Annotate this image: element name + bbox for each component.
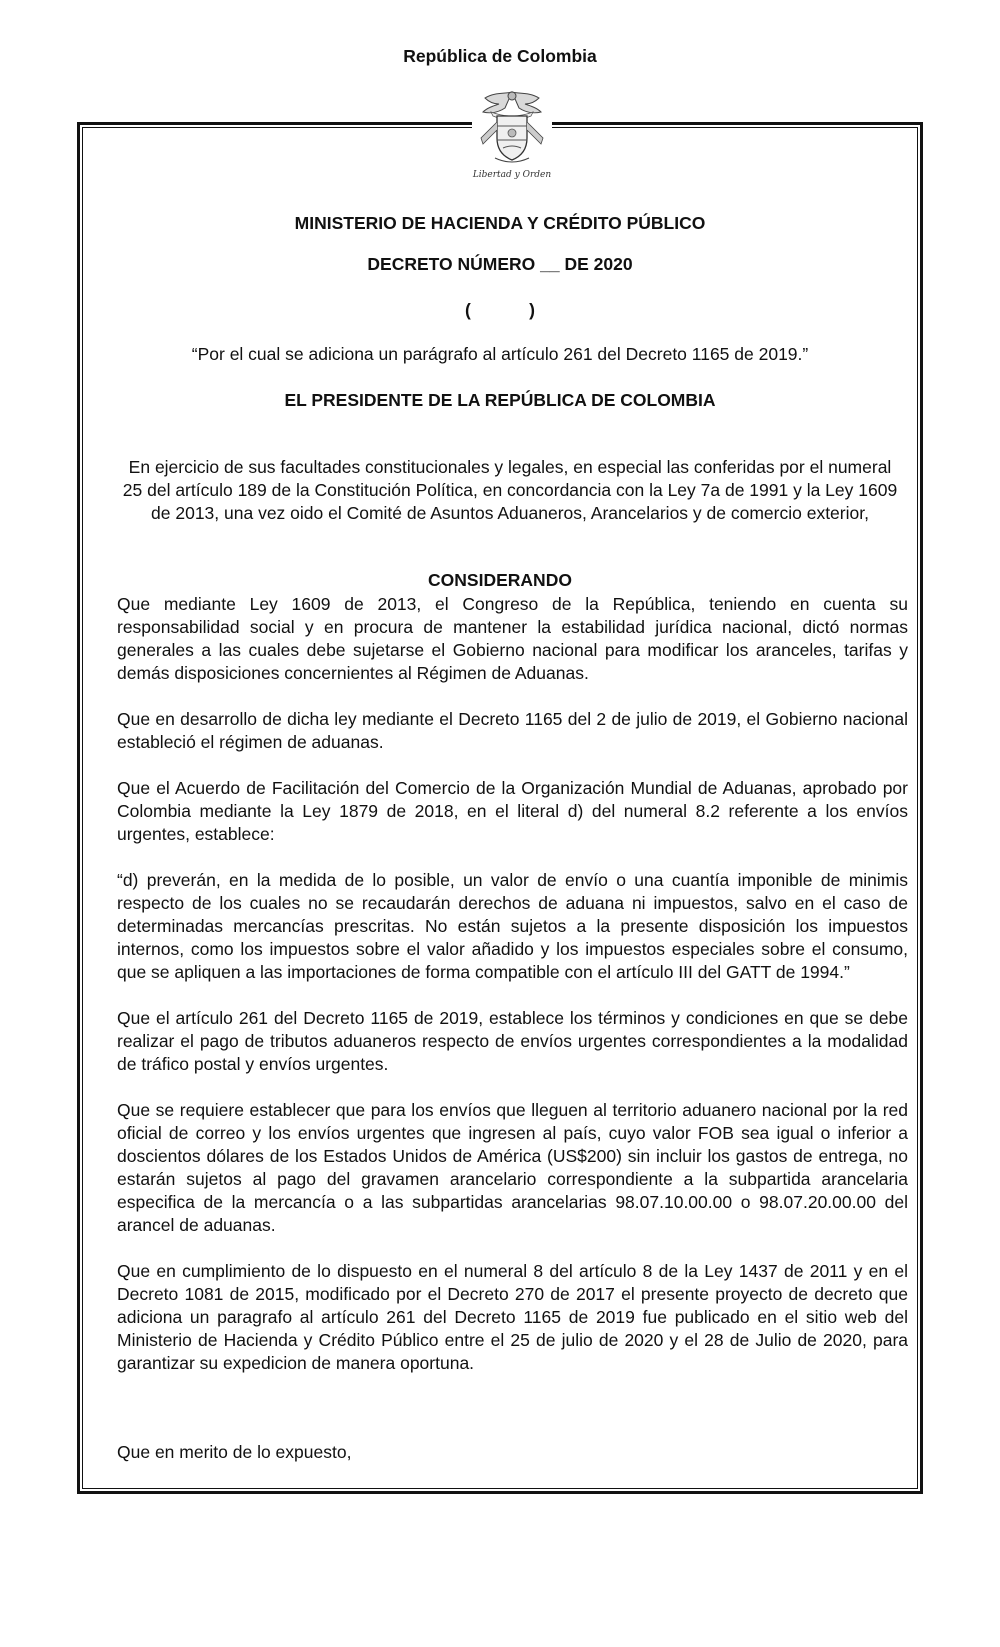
consideration-paragraph: Que en desarrollo de dicha ley mediante el Decreto 1165 del 2 de julio de 2019, el Gobierno nacional estableció el régimen de aduanas. bbox=[117, 709, 908, 752]
consideration-paragraph: Que se requiere establecer que para los envíos que lleguen al territorio aduanero nacional por la red oficial de correo y los envíos urgentes que ingresen al país, cuyo valor FOB sea igual o inferior a doscientos dólares de los Estados Unidos de América (US$200) sin incluir los gastos de entrega, no estarán sujetos al pago del gravamen arancelario correspondiente a la subpartida arancelaria especifica de la mercancía o a las subpartidas arancelarias 98.07.10.00.00 o 98.07.20.00.00 del arancel de aduanas. bbox=[117, 1100, 908, 1235]
considerations-body bbox=[117, 593, 908, 1398]
coat-of-arms-icon bbox=[473, 86, 551, 172]
decree-number: DECRETO NÚMERO __ DE 2020 bbox=[367, 254, 633, 274]
consideration-paragraph: Que el artículo 261 del Decreto 1165 de 2019, establece los términos y condiciones en que se debe realizar el pago de tributos aduaneros respecto de envíos urgentes correspondientes a la modalidad de tráfico postal y envíos urgentes. bbox=[117, 1008, 908, 1074]
coat-of-arms-seal bbox=[472, 86, 552, 190]
consideration-paragraph: Que en cumplimiento de lo dispuesto en el numeral 8 del artículo 8 de la Ley 1437 de 2011 y en el Decreto 1081 de 2015, modificado por el Decreto 270 de 2017 el presente proyecto de decreto que adiciona un paragrafo al artículo 261 del Decreto 1165 de 2019 fue publicado en el sitio web del Ministerio de Hacienda y Crédito Público entre el 25 de julio de 2020 y el 28 de Julio de 2020, para garantizar su expedicion de manera oportuna. bbox=[117, 1261, 908, 1373]
consideration-paragraph: “d) preverán, en la medida de lo posible, un valor de envío o una cuantía imponible de minimis respecto de los cuales no se recaudarán derechos de aduana ni impuestos, salvo en el caso de determinadas mercancías prescritas. No están sujetos a la presente disposición los impuestos internos, como los impuestos sobre el valor añadido y los impuestos especiales sobre el consumo, que se apliquen a las importaciones de forma compatible con el artículo III del GATT de 1994.” bbox=[117, 870, 908, 982]
country-header: República de Colombia bbox=[403, 46, 597, 66]
preamble-paragraph: En ejercicio de sus facultades constitucionales y legales, en especial las conferidas por el numeral 25 del artículo 189 de la Constitución Política, en concordancia con la Ley 7a de 1991 y la Ley 1609 de 2013, una vez oido el Comité de Asuntos Aduaneros, Arancelarios y de comercio exterior, bbox=[122, 457, 898, 523]
consideration-paragraph: Que el Acuerdo de Facilitación del Comercio de la Organización Mundial de Aduanas, aprobado por Colombia mediante la Ley 1879 de 2018, en el literal d) del numeral 8.2 referente a los envíos urgentes, establece: bbox=[117, 778, 908, 844]
closing-line: Que en merito de lo expuesto, bbox=[117, 1442, 352, 1462]
issuer-title: EL PRESIDENTE DE LA REPÚBLICA DE COLOMBIA bbox=[284, 390, 716, 410]
considering-heading: CONSIDERANDO bbox=[428, 570, 572, 590]
decree-date-placeholder: ( ) bbox=[465, 300, 535, 320]
decree-subtitle: “Por el cual se adiciona un parágrafo al artículo 261 del Decreto 1165 de 2019.” bbox=[191, 344, 809, 364]
seal-motto: Libertad y Orden bbox=[472, 170, 552, 180]
ministry-title: MINISTERIO DE HACIENDA Y CRÉDITO PÚBLICO bbox=[294, 213, 706, 233]
consideration-paragraph: Que mediante Ley 1609 de 2013, el Congreso de la República, teniendo en cuenta su responsabilidad social y en procura de mantener la estabilidad jurídica nacional, dictó normas generales a las cuales debe sujetarse el Gobierno nacional para modificar los aranceles, tarifas y demás disposiciones concernientes al Régimen de Aduanas. bbox=[117, 594, 908, 683]
